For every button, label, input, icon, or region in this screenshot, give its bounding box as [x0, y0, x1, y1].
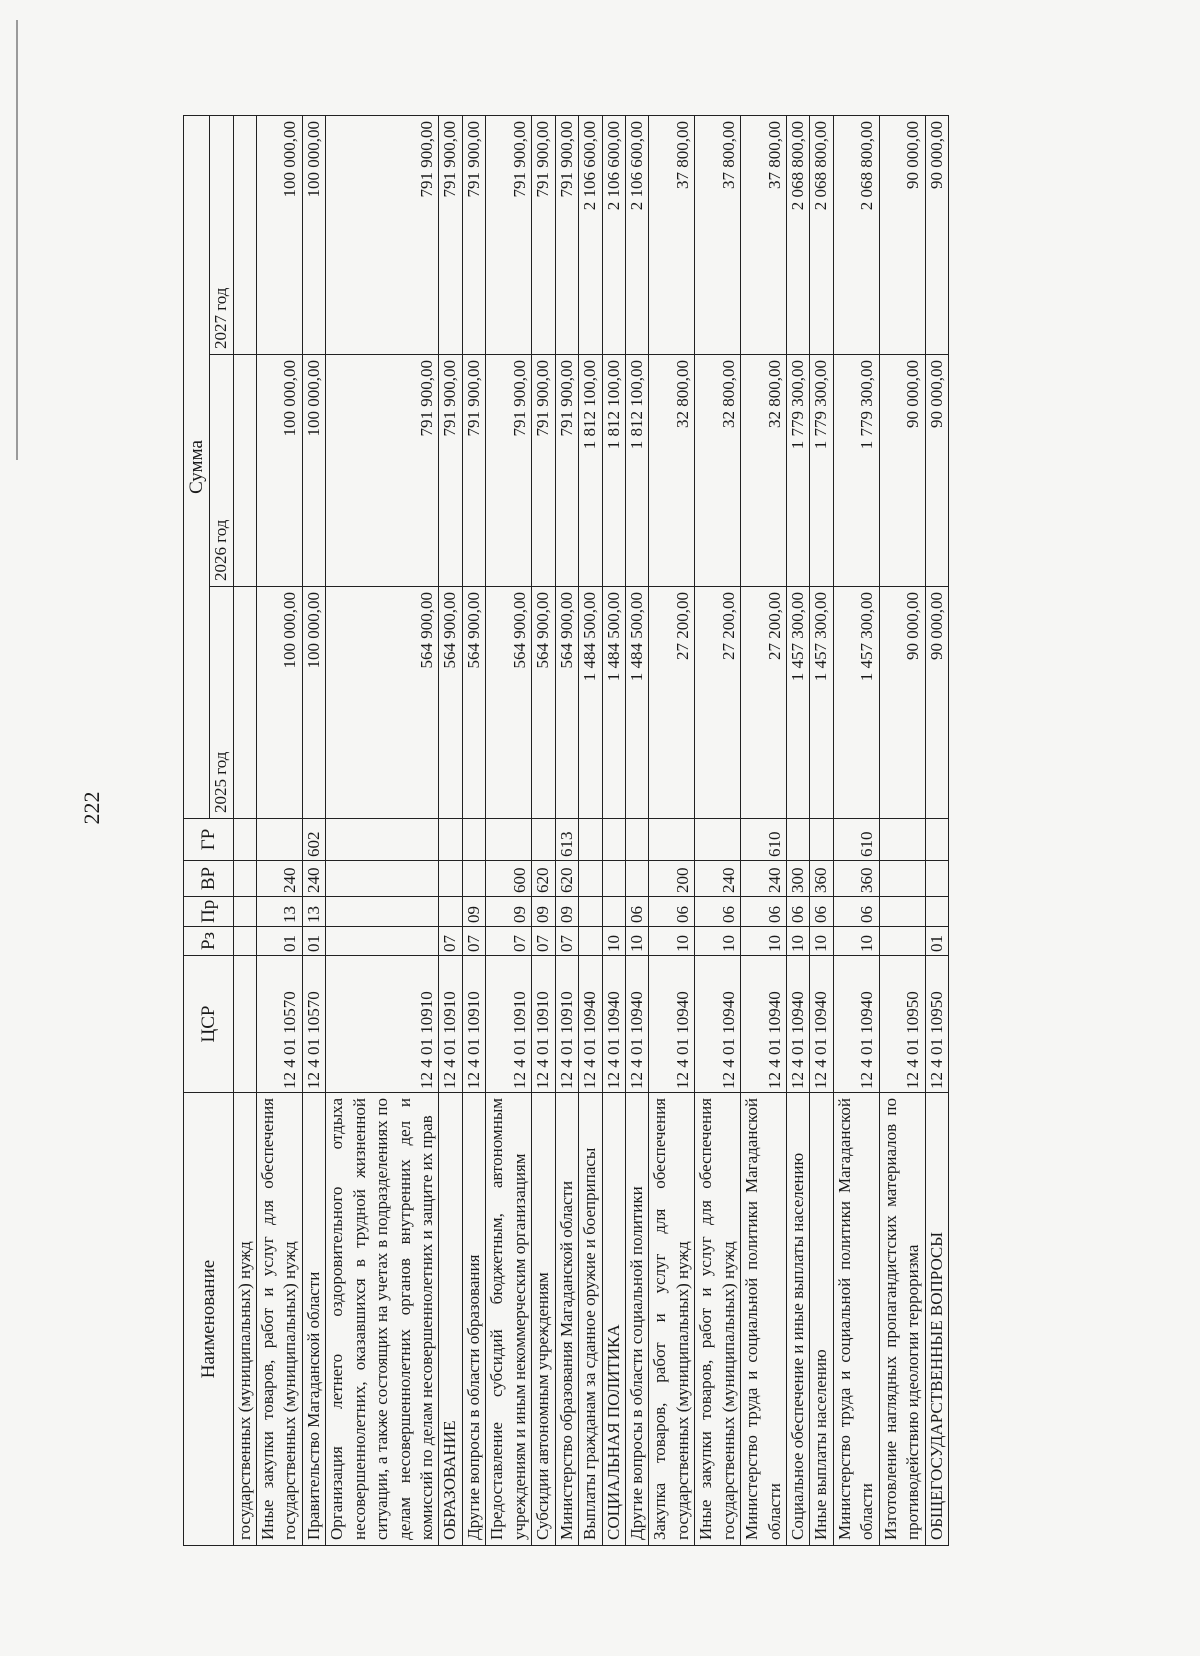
row-sum-2026: 791 900,00 [486, 355, 532, 587]
row-sum-2025: 564 900,00 [486, 587, 532, 819]
row-pr: 06 [625, 897, 648, 927]
row-name: Иные выплаты населению [810, 1093, 833, 1546]
row-rz: 01 [925, 927, 948, 956]
row-pr: 06 [833, 897, 879, 927]
row-sum-2026: 1 812 100,00 [602, 355, 625, 587]
row-sum-2026: 90 000,00 [925, 355, 948, 587]
row-pr [439, 897, 462, 927]
table-row [649, 115, 695, 1545]
row-name: Другие вопросы в области образования [462, 1093, 485, 1546]
row-name: СОЦИАЛЬНАЯ ПОЛИТИКА [602, 1093, 625, 1546]
row-sum-2026: 791 900,00 [326, 355, 439, 587]
header-rz: Рз [184, 927, 234, 956]
row-vr: 240 [741, 861, 787, 897]
row-sum-2025: 1 484 500,00 [625, 587, 648, 819]
row-csr: 12 4 01 10940 [787, 956, 810, 1093]
row-sum-2027: 791 900,00 [532, 115, 555, 354]
row-gr [486, 819, 532, 861]
row-csr: 12 4 01 10910 [486, 956, 532, 1093]
row-sum-2025: 1 484 500,00 [579, 587, 602, 819]
row-sum-2027: 2 106 600,00 [625, 115, 648, 354]
row-rz: 07 [462, 927, 485, 956]
row-sum-2027: 791 900,00 [326, 115, 439, 354]
row-gr: 610 [741, 819, 787, 861]
row-sum-2027: 791 900,00 [462, 115, 485, 354]
row-csr: 12 4 01 10940 [833, 956, 879, 1093]
row-gr [439, 819, 462, 861]
row-vr [879, 861, 925, 897]
row-name: Предоставление субсидий бюджетным, автономным учреждениям и иным некоммерческим организациям [486, 1093, 532, 1546]
row-name: Правительство Магаданской области [302, 1093, 325, 1546]
row-csr: 12 4 01 10950 [925, 956, 948, 1093]
row-sum-2025: 564 900,00 [326, 587, 439, 819]
row-vr: 620 [555, 861, 578, 897]
header-gr: ГР [184, 819, 234, 861]
row-rz: 01 [256, 927, 302, 956]
row-gr [787, 819, 810, 861]
header-year-2027: 2027 год [210, 115, 233, 354]
table-row [787, 115, 810, 1545]
row-vr [925, 861, 948, 897]
row-pr: 06 [695, 897, 741, 927]
row-sum-2027: 100 000,00 [256, 115, 302, 354]
row-sum-2027: 90 000,00 [925, 115, 948, 354]
row-name: Организация летнего оздоровительного отдыха несовершеннолетних, оказавшихся в трудной жизненной ситуации, а также состоящих на учетах в подразделениях по делам несовершеннолетних органов внутренних дел и комиссий по делам несовершеннолетних и защите их прав [326, 1093, 439, 1546]
row-vr [439, 861, 462, 897]
row-vr: 600 [486, 861, 532, 897]
row-sum-2026: 1 779 300,00 [833, 355, 879, 587]
row-sum-2025: 1 457 300,00 [787, 587, 810, 819]
row-name: Изготовление наглядных пропагандистских материалов по противодействию идеологии терроризма [879, 1093, 925, 1546]
row-sum-2027: 2 106 600,00 [602, 115, 625, 354]
continuation-text: государственных (муниципальных) нужд [233, 1093, 256, 1546]
row-pr: 13 [302, 897, 325, 927]
row-gr [625, 819, 648, 861]
row-pr: 06 [649, 897, 695, 927]
row-vr: 240 [695, 861, 741, 897]
row-vr: 300 [787, 861, 810, 897]
row-sum-2026: 1 779 300,00 [810, 355, 833, 587]
row-sum-2025: 100 000,00 [302, 587, 325, 819]
row-gr: 610 [833, 819, 879, 861]
row-sum-2025: 90 000,00 [925, 587, 948, 819]
table-row [625, 115, 648, 1545]
header-sum: Сумма [184, 115, 210, 818]
row-rz: 10 [787, 927, 810, 956]
row-vr: 360 [810, 861, 833, 897]
header-year-2026: 2026 год [210, 355, 233, 587]
row-rz: 10 [625, 927, 648, 956]
row-vr: 200 [649, 861, 695, 897]
row-gr [695, 819, 741, 861]
table-row [741, 115, 787, 1545]
row-gr: 613 [555, 819, 578, 861]
row-pr [879, 897, 925, 927]
row-name: Выплаты гражданам за сданное оружие и боеприпасы [579, 1093, 602, 1546]
row-sum-2026: 32 800,00 [695, 355, 741, 587]
header-year-2025: 2025 год [210, 587, 233, 819]
row-sum-2027: 2 068 800,00 [810, 115, 833, 354]
row-pr: 09 [555, 897, 578, 927]
table-row [810, 115, 833, 1545]
row-gr [649, 819, 695, 861]
row-sum-2026: 32 800,00 [741, 355, 787, 587]
row-pr: 06 [741, 897, 787, 927]
row-pr [326, 897, 439, 927]
row-csr: 12 4 01 10570 [302, 956, 325, 1093]
row-sum-2026: 1 812 100,00 [625, 355, 648, 587]
row-rz: 07 [555, 927, 578, 956]
row-name: ОБРАЗОВАНИЕ [439, 1093, 462, 1546]
row-gr: 602 [302, 819, 325, 861]
row-csr: 12 4 01 10910 [555, 956, 578, 1093]
table-row [925, 115, 948, 1545]
row-rz: 10 [695, 927, 741, 956]
row-sum-2027: 2 106 600,00 [579, 115, 602, 354]
row-rz: 10 [741, 927, 787, 956]
row-csr: 12 4 01 10910 [439, 956, 462, 1093]
row-csr: 12 4 01 10940 [602, 956, 625, 1093]
row-sum-2027: 37 800,00 [695, 115, 741, 354]
table-row [579, 115, 602, 1545]
row-sum-2025: 100 000,00 [256, 587, 302, 819]
table-row [326, 115, 439, 1545]
row-csr: 12 4 01 10940 [695, 956, 741, 1093]
row-sum-2025: 27 200,00 [695, 587, 741, 819]
row-sum-2027: 37 800,00 [741, 115, 787, 354]
row-sum-2026: 90 000,00 [879, 355, 925, 587]
table-row [695, 115, 741, 1545]
row-sum-2027: 90 000,00 [879, 115, 925, 354]
row-sum-2025: 1 457 300,00 [810, 587, 833, 819]
row-sum-2026: 791 900,00 [532, 355, 555, 587]
row-gr [579, 819, 602, 861]
row-sum-2025: 564 900,00 [555, 587, 578, 819]
scan-edge-line [16, 20, 18, 460]
row-csr: 12 4 01 10910 [532, 956, 555, 1093]
row-vr [462, 861, 485, 897]
row-sum-2026: 1 779 300,00 [787, 355, 810, 587]
header-csr: ЦСР [184, 956, 234, 1093]
row-gr [602, 819, 625, 861]
row-gr [532, 819, 555, 861]
row-name: Министерство труда и социальной политики Магаданской области [833, 1093, 879, 1546]
row-vr [326, 861, 439, 897]
row-pr [579, 897, 602, 927]
row-name: Министерство образования Магаданской области [555, 1093, 578, 1546]
row-rz [879, 927, 925, 956]
row-vr [579, 861, 602, 897]
row-sum-2027: 791 900,00 [555, 115, 578, 354]
row-sum-2027: 2 068 800,00 [787, 115, 810, 354]
header-name: Наименование [184, 1093, 234, 1546]
row-sum-2025: 1 457 300,00 [833, 587, 879, 819]
row-name: Министерство труда и социальной политики Магаданской области [741, 1093, 787, 1546]
row-pr: 13 [256, 897, 302, 927]
row-sum-2025: 564 900,00 [532, 587, 555, 819]
table-row [833, 115, 879, 1545]
row-sum-2026: 791 900,00 [462, 355, 485, 587]
row-csr: 12 4 01 10940 [741, 956, 787, 1093]
row-csr: 12 4 01 10910 [462, 956, 485, 1093]
header-pr: Пр [184, 897, 234, 927]
row-pr [925, 897, 948, 927]
row-rz: 10 [602, 927, 625, 956]
row-sum-2027: 791 900,00 [439, 115, 462, 354]
row-pr: 09 [532, 897, 555, 927]
row-csr: 12 4 01 10950 [879, 956, 925, 1093]
row-rz: 07 [532, 927, 555, 956]
row-sum-2026: 100 000,00 [302, 355, 325, 587]
row-sum-2025: 90 000,00 [879, 587, 925, 819]
row-name: ОБЩЕГОСУДАРСТВЕННЫЕ ВОПРОСЫ [925, 1093, 948, 1546]
row-rz: 10 [810, 927, 833, 956]
row-sum-2026: 100 000,00 [256, 355, 302, 587]
row-name: Иные закупки товаров, работ и услуг для обеспечения государственных (муниципальных) нужд [695, 1093, 741, 1546]
row-vr [602, 861, 625, 897]
budget-table [183, 115, 949, 1546]
row-pr: 06 [787, 897, 810, 927]
row-sum-2027: 100 000,00 [302, 115, 325, 354]
page-number: 222 [79, 791, 104, 825]
row-sum-2027: 2 068 800,00 [833, 115, 879, 354]
row-sum-2026: 791 900,00 [555, 355, 578, 587]
row-sum-2025: 27 200,00 [649, 587, 695, 819]
row-sum-2025: 564 900,00 [439, 587, 462, 819]
row-vr: 240 [256, 861, 302, 897]
row-gr [326, 819, 439, 861]
row-rz [579, 927, 602, 956]
table-row [532, 115, 555, 1545]
row-csr: 12 4 01 10910 [326, 956, 439, 1093]
row-pr: 06 [810, 897, 833, 927]
table-row [302, 115, 325, 1545]
row-csr: 12 4 01 10940 [579, 956, 602, 1093]
row-sum-2026: 1 812 100,00 [579, 355, 602, 587]
row-csr: 12 4 01 10940 [810, 956, 833, 1093]
row-vr: 620 [532, 861, 555, 897]
row-gr [462, 819, 485, 861]
row-pr: 09 [462, 897, 485, 927]
row-csr: 12 4 01 10940 [649, 956, 695, 1093]
row-vr [625, 861, 648, 897]
row-rz: 01 [302, 927, 325, 956]
row-gr [879, 819, 925, 861]
table-row [555, 115, 578, 1545]
row-vr: 240 [302, 861, 325, 897]
row-pr [602, 897, 625, 927]
header-vr: ВР [184, 861, 234, 897]
table-body [233, 115, 949, 1545]
table-row [256, 115, 302, 1545]
row-gr [810, 819, 833, 861]
continuation-row [233, 115, 256, 1545]
row-gr [256, 819, 302, 861]
table-row [439, 115, 462, 1545]
table-row [462, 115, 485, 1545]
row-gr [925, 819, 948, 861]
row-sum-2026: 791 900,00 [439, 355, 462, 587]
row-sum-2027: 37 800,00 [649, 115, 695, 354]
row-csr: 12 4 01 10570 [256, 956, 302, 1093]
row-vr: 360 [833, 861, 879, 897]
row-name: Другие вопросы в области социальной политики [625, 1093, 648, 1546]
row-rz: 07 [439, 927, 462, 956]
row-sum-2026: 32 800,00 [649, 355, 695, 587]
table-row [879, 115, 925, 1545]
row-name: Субсидии автономным учреждениям [532, 1093, 555, 1546]
row-rz: 10 [833, 927, 879, 956]
row-pr: 09 [486, 897, 532, 927]
row-name: Закупка товаров, работ и услуг для обеспечения государственных (муниципальных) нужд [649, 1093, 695, 1546]
row-sum-2025: 564 900,00 [462, 587, 485, 819]
table-row [602, 115, 625, 1545]
row-rz: 10 [649, 927, 695, 956]
row-csr: 12 4 01 10940 [625, 956, 648, 1093]
row-sum-2025: 27 200,00 [741, 587, 787, 819]
table-row [486, 115, 532, 1545]
row-name: Социальное обеспечение и иные выплаты населению [787, 1093, 810, 1546]
row-sum-2027: 791 900,00 [486, 115, 532, 354]
row-sum-2025: 1 484 500,00 [602, 587, 625, 819]
rotated-page-content [183, 116, 1063, 1546]
row-rz [326, 927, 439, 956]
row-rz: 07 [486, 927, 532, 956]
row-name: Иные закупки товаров, работ и услуг для обеспечения государственных (муниципальных) нужд [256, 1093, 302, 1546]
